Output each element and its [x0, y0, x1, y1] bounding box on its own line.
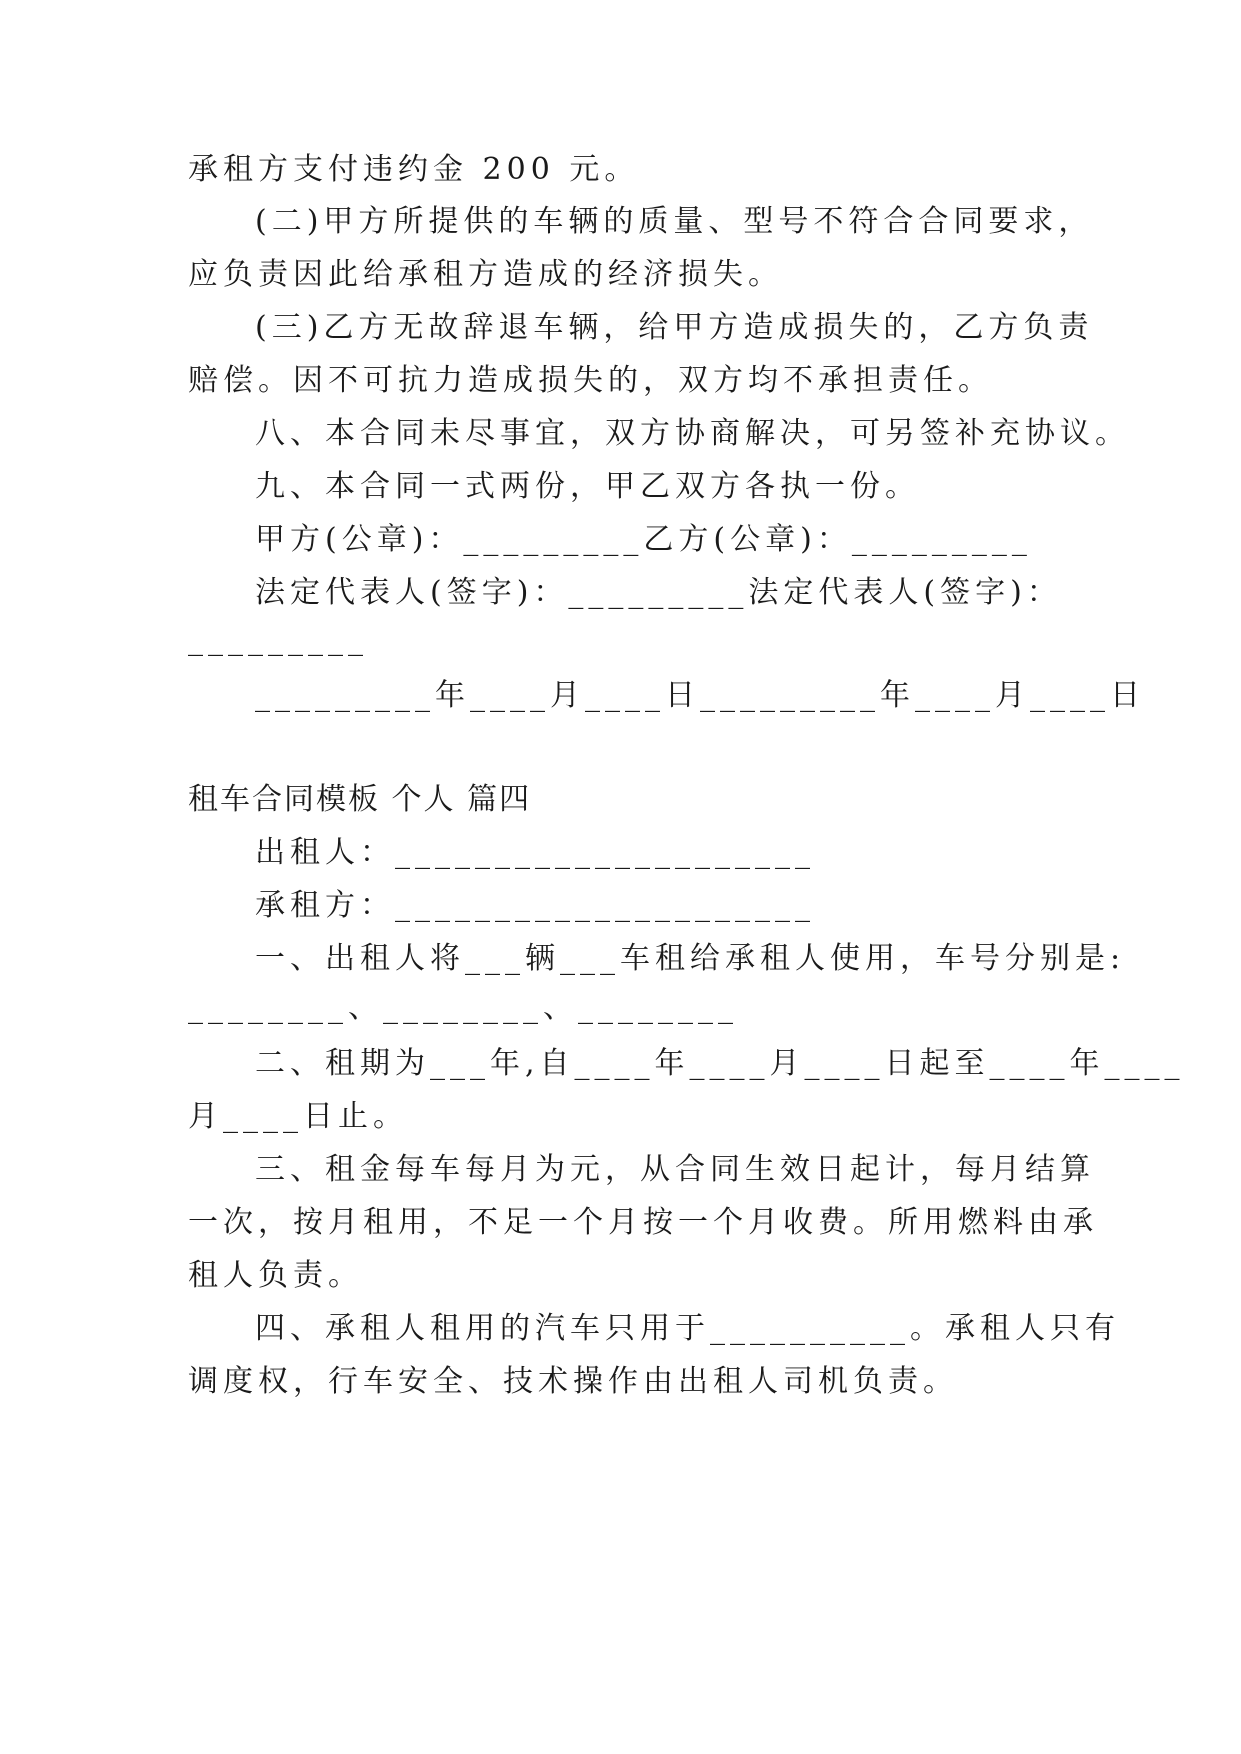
text-line: 月____日止。 [188, 1099, 408, 1134]
text-line: 一次，按月租用，不足一个月按一个月收费。所用燃料由承 [188, 1205, 1098, 1240]
text-line: 二、租期为___年,自____年____月____日起至____年____ [255, 1046, 1185, 1081]
text-line: (三)乙方无故辞退车辆，给甲方造成损失的，乙方负责 [255, 310, 1094, 345]
text-line: (二)甲方所提供的车辆的质量、型号不符合合同要求， [255, 204, 1094, 239]
signature-line: 法定代表人(签字)：_________法定代表人(签字)： [255, 575, 1062, 610]
signature-blank: _________ [188, 622, 368, 657]
text-line: 赔偿。因不可抗力造成损失的，双方均不承担责任。 [188, 363, 993, 398]
text-line: 应负责因此给承租方造成的经济损失。 [188, 257, 783, 292]
text-line: 租人负责。 [188, 1258, 363, 1293]
text-line: 四、承租人租用的汽车只用于__________。承租人只有 [255, 1311, 1120, 1346]
text-line: 三、租金每车每月为元，从合同生效日起计，每月结算 [255, 1152, 1095, 1187]
text-line: 出租人：_____________________ [255, 835, 815, 870]
date-line: _________年____月____日_________年____月____日 [255, 678, 1145, 713]
text-line: 承租方：_____________________ [255, 888, 815, 923]
section-title: 租车合同模板 个人 篇四 [188, 782, 532, 817]
text-line: 调度权，行车安全、技术操作由出租人司机负责。 [188, 1364, 958, 1399]
text-line: 承租方支付违约金 200 元。 [188, 152, 640, 187]
text-line: 一、出租人将___辆___车租给承租人使用，车号分别是: [255, 941, 1126, 976]
text-line: ________、________、________ [188, 990, 738, 1025]
text-line: 八、本合同未尽事宜，双方协商解决，可另签补充协议。 [255, 416, 1130, 451]
signature-line: 甲方(公章)：_________乙方(公章)：_________ [255, 522, 1032, 557]
text-line: 九、本合同一式两份，甲乙双方各执一份。 [255, 469, 920, 504]
